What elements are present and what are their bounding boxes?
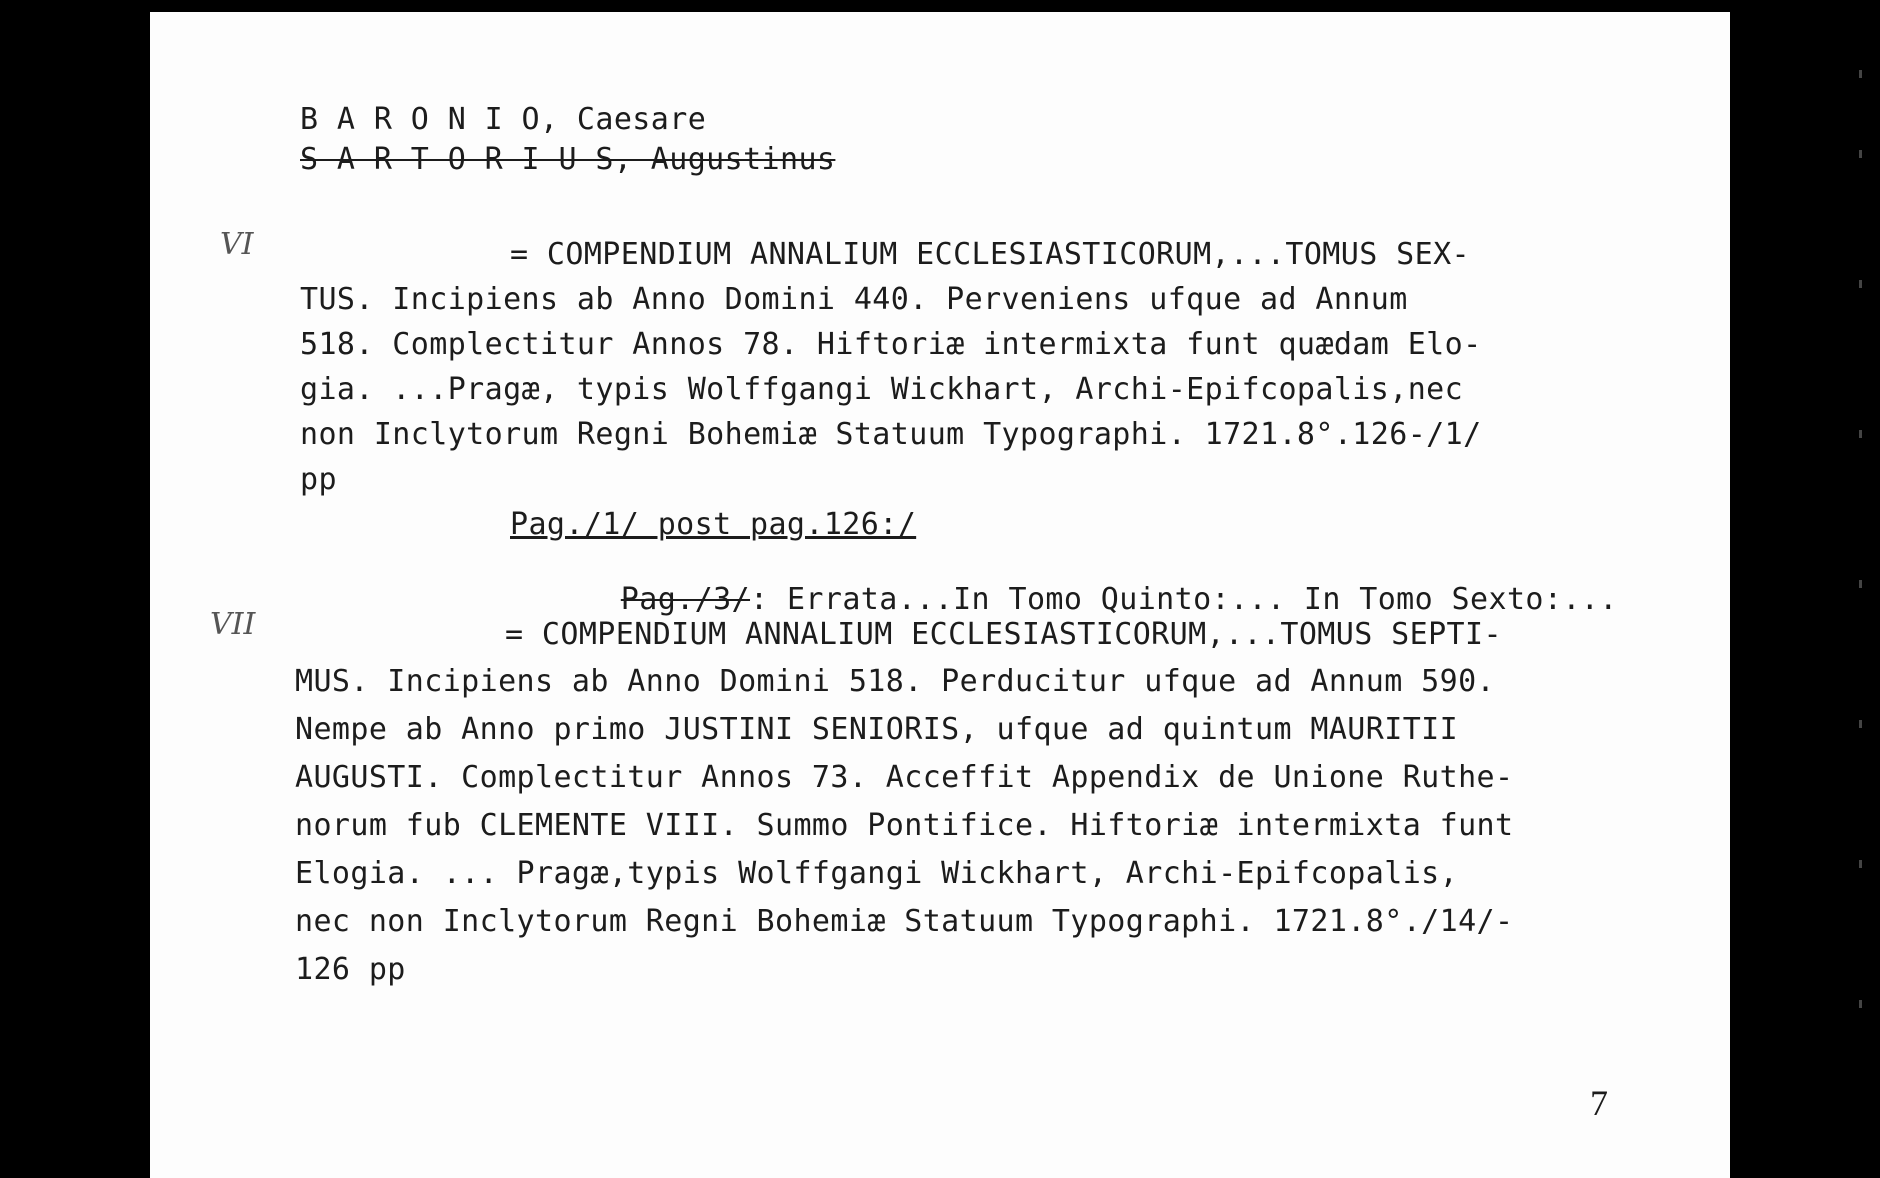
entry-line: Elogia. ... Pragæ,typis Wolffgangi Wickhart, Archi-Epifcopalis, (295, 856, 1459, 891)
edge-mark (1859, 580, 1862, 588)
handwritten-note-line: Pag./1/ post pag.126:/ (510, 507, 917, 542)
entry-line: 126 pp (295, 952, 406, 987)
edge-mark (1859, 70, 1862, 78)
author-heading: B A R O N I O, Caesare (300, 102, 707, 137)
entry-line: TUS. Incipiens ab Anno Domini 440. Perveniens ufque ad Annum (300, 282, 1408, 317)
entry-line: = COMPENDIUM ANNALIUM ECCLESIASTICORUM,...TOMUS SEX- (510, 237, 1470, 272)
edge-mark (1859, 280, 1862, 288)
entry-line: Nempe ab Anno primo JUSTINI SENIORIS, ufque ad quintum MAURITII (295, 712, 1459, 747)
margin-mark-vii: VII (210, 607, 256, 642)
margin-mark-vi: VI (220, 227, 254, 262)
edge-mark (1859, 860, 1862, 868)
entry-line: nec non Inclytorum Regni Bohemiæ Statuum Typographi. 1721.8°./14/- (295, 904, 1514, 939)
entry-line: = COMPENDIUM ANNALIUM ECCLESIASTICORUM,...TOMUS SEPTI- (505, 617, 1502, 652)
entry-line: gia. ...Pragæ, typis Wolffgangi Wickhart, Archi-Epifcopalis,nec (300, 372, 1464, 407)
edge-mark (1859, 150, 1862, 158)
entry-line: pp (300, 462, 337, 497)
struck-author-heading: S A R T O R I U S, Augustinus (300, 142, 836, 177)
entry-line: 518. Complectitur Annos 78. Hiftoriæ intermixta funt quædam Elo- (300, 327, 1482, 362)
errata-text: : Errata...In Tomo Quinto:... In Tomo Sexto:... (750, 582, 1618, 617)
entry-line: AUGUSTI. Complectitur Annos 73. Acceffit Appendix de Unione Ruthe- (295, 760, 1514, 795)
struck-page-ref: Pag./3/ (620, 582, 751, 617)
edge-mark (1859, 1000, 1862, 1008)
edge-mark (1859, 430, 1862, 438)
catalog-card (150, 12, 1730, 1178)
edge-mark (1859, 720, 1862, 728)
entry-line: norum fub CLEMENTE VIII. Summo Pontifice. Hiftoriæ intermixta funt (295, 808, 1514, 843)
card-page-number: 7 (1590, 1083, 1608, 1123)
entry-line: non Inclytorum Regni Bohemiæ Statuum Typographi. 1721.8°.126-/1/ (300, 417, 1482, 452)
entry-line: MUS. Incipiens ab Anno Domini 518. Perducitur ufque ad Annum 590. (295, 664, 1495, 699)
scan-edge-marks (1840, 0, 1870, 1178)
